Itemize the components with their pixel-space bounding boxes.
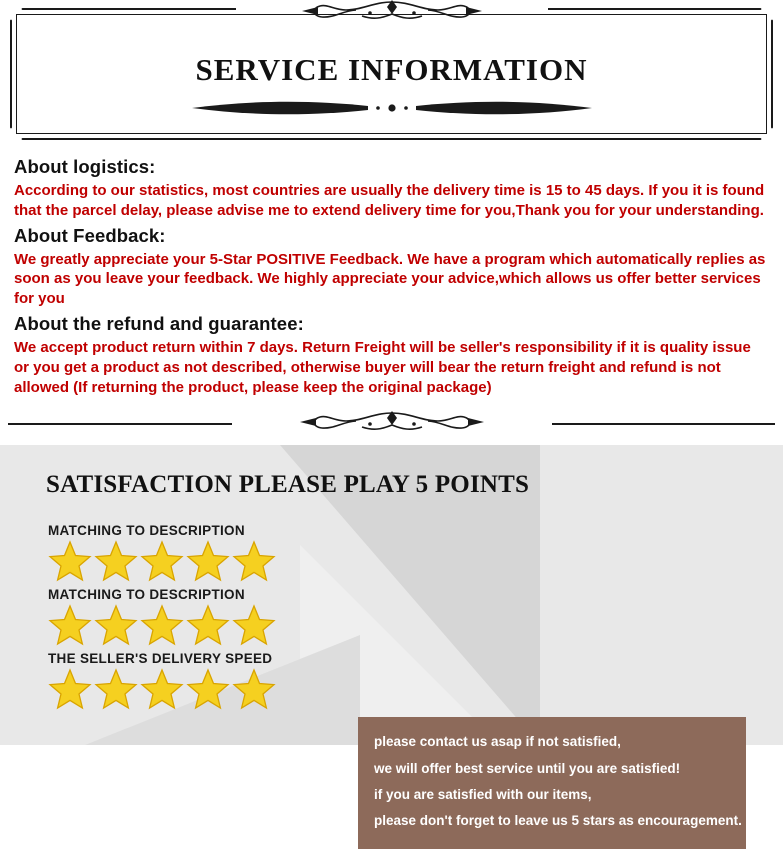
corner-notch-top-right — [761, 0, 783, 20]
star-icon — [140, 604, 184, 646]
section-logistics-body: According to our statistics, most countries are usually the delivery time is 15 to 45 days. If you it is found that the parcel delay, please advise me to extend delivery time for you,Thank you for your understanding. — [14, 182, 765, 219]
rating-row-1 — [48, 523, 278, 582]
service-information-page — [0, 8, 783, 829]
star-icon — [48, 604, 92, 646]
star-rating-3 — [48, 668, 278, 710]
star-icon — [186, 668, 230, 710]
section-logistics — [14, 156, 769, 221]
service-content — [0, 140, 783, 397]
rating-label-2: MATCHING TO DESCRIPTION — [48, 587, 245, 603]
satisfaction-section — [0, 445, 783, 829]
rating-label-1: MATCHING TO DESCRIPTION — [48, 523, 245, 539]
star-icon — [232, 604, 276, 646]
rating-label-3: THE SELLER'S DELIVERY SPEED — [48, 651, 273, 667]
star-icon — [94, 540, 138, 582]
satisfaction-title: SATISFACTION PLEASE PLAY 5 POINTS — [46, 471, 530, 499]
star-icon — [94, 604, 138, 646]
section-divider — [8, 407, 775, 441]
star-icon — [186, 540, 230, 582]
flourish-ornament-divider-icon — [232, 405, 552, 439]
satisfaction-panel — [0, 445, 783, 745]
corner-notch-top-left — [0, 0, 22, 20]
header-frame — [10, 8, 773, 140]
section-feedback-heading: About Feedback: — [14, 224, 166, 246]
rating-row-2 — [48, 587, 278, 646]
star-icon — [140, 668, 184, 710]
star-icon — [186, 604, 230, 646]
star-icon — [48, 540, 92, 582]
section-refund-body: We accept product return within 7 days. Return Freight will be seller's responsibility if it is quality issue or you get a product as not described, otherwise buyer will bear the return freight and refund is not allowed (If returning the product, please keep the original package) — [14, 338, 751, 396]
star-icon — [94, 668, 138, 710]
star-rating-2 — [48, 604, 278, 646]
rating-row-3 — [48, 651, 278, 710]
star-icon — [232, 540, 276, 582]
section-refund — [14, 313, 769, 397]
note-line-1: please contact us asap if not satisfied, — [374, 734, 621, 750]
section-refund-heading: About the refund and guarantee: — [14, 312, 304, 334]
star-icon — [232, 668, 276, 710]
flourish-ornament-top-icon — [236, 0, 548, 28]
star-icon — [48, 668, 92, 710]
section-feedback — [14, 225, 769, 309]
section-feedback-body: We greatly appreciate your 5-Star POSITIVE Feedback. We have a program which automatically replies as soon as you leave your feedback. We highly appreciate your advice,which allows us offer better services for you — [14, 250, 766, 308]
flourish-ornament-header-bottom-icon — [182, 98, 602, 122]
note-line-4: please don't forget to leave us 5 stars as encouragement. — [374, 813, 742, 829]
contact-note-box — [358, 717, 746, 849]
page-title: SERVICE INFORMATION — [195, 52, 588, 87]
star-icon — [140, 540, 184, 582]
note-line-3: if you are satisfied with our items, — [374, 787, 592, 802]
note-line-2: we will offer best service until you are satisfied! — [374, 760, 681, 776]
section-logistics-heading: About logistics: — [14, 156, 156, 177]
star-rating-1 — [48, 540, 278, 582]
